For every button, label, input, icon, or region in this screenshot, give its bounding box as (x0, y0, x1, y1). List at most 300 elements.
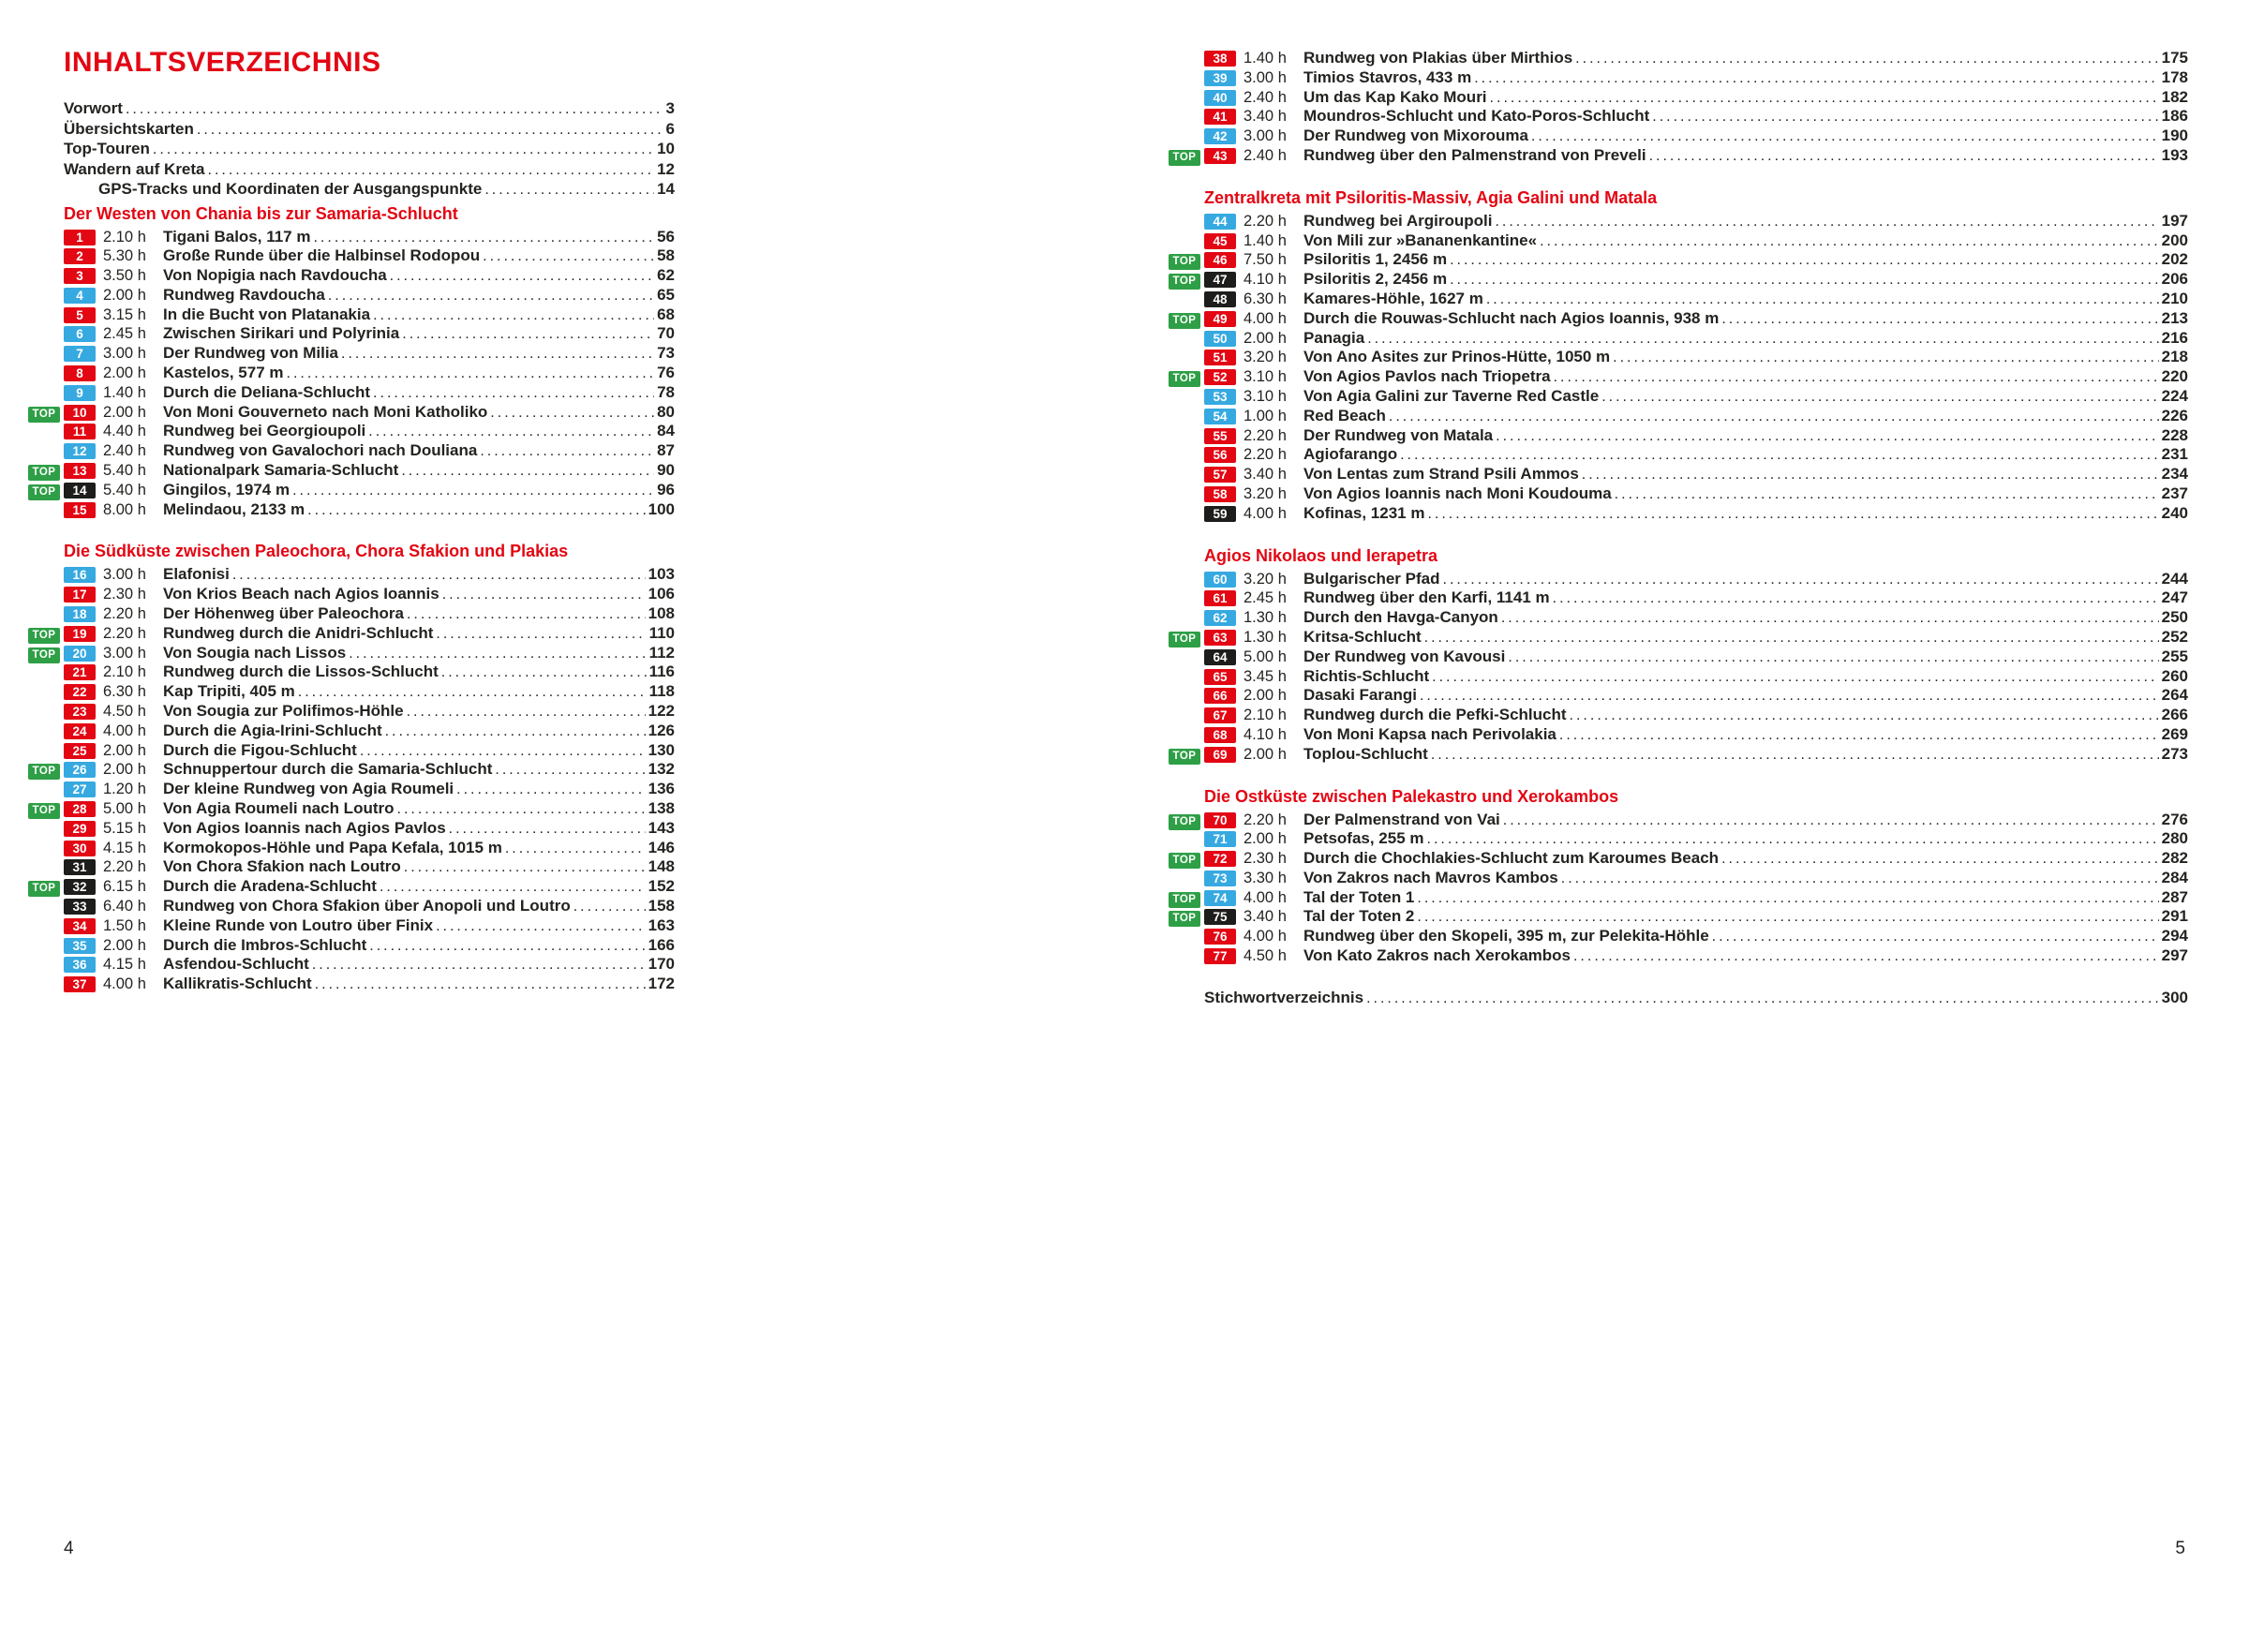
dot-leader (1554, 367, 2159, 386)
tour-title: Rundweg bei Argiroupoli (1303, 211, 1493, 230)
dot-leader (1427, 504, 2158, 523)
tour-page-number: 186 (2161, 107, 2188, 126)
top-badge-slot (28, 270, 64, 286)
tour-entry-row (28, 936, 675, 956)
tour-duration: 2.20 h (1244, 212, 1287, 230)
top-badge: TOP (1169, 632, 1200, 647)
dot-leader (1490, 88, 2159, 107)
tour-entry-row (1169, 329, 2188, 349)
tour-page-number: 76 (657, 364, 675, 382)
tour-page-number: 193 (2161, 145, 2188, 164)
tour-duration: 1.30 h (1244, 628, 1287, 646)
top-badge-slot (1169, 333, 1204, 349)
tour-page-number: 280 (2161, 829, 2188, 848)
tour-title: Durch die Figou-Schlucht (163, 740, 357, 759)
top-badge-slot (28, 484, 64, 500)
tour-number-badge: 69 (1204, 747, 1236, 763)
top-badge: TOP (1169, 853, 1200, 869)
tour-title: Kritsa-Schlucht (1303, 627, 1422, 646)
tour-entry-row (28, 403, 675, 423)
front-matter-label: Top-Touren (64, 140, 150, 157)
tour-duration: 5.00 h (1244, 647, 1287, 665)
tour-duration: 2.45 h (1244, 589, 1287, 607)
tour-title: Große Runde über die Halbinsel Rodopou (163, 246, 481, 265)
top-badge-slot (1169, 508, 1204, 524)
tour-duration: 3.20 h (1244, 349, 1287, 366)
tour-number-badge: 29 (64, 821, 96, 837)
top-badge-slot (1169, 235, 1204, 251)
tour-entry-row (1169, 504, 2188, 524)
tour-page-number: 90 (657, 461, 675, 480)
tour-entry-row (1169, 465, 2188, 484)
dot-leader (1424, 628, 2159, 647)
top-badge-slot (28, 569, 64, 585)
dot-leader (1367, 329, 2158, 348)
top-badge-slot (1169, 150, 1204, 166)
tour-title: Von Lentas zum Strand Psili Ammos (1303, 465, 1579, 484)
tour-page-number: 247 (2161, 588, 2188, 607)
dot-leader (480, 441, 654, 460)
top-badge-slot (28, 823, 64, 839)
tour-page-number: 273 (2161, 744, 2188, 763)
tour-page-number: 287 (2161, 887, 2188, 906)
tour-entry-row (1169, 387, 2188, 407)
top-badge-slot (1169, 671, 1204, 687)
top-badge: TOP (1169, 274, 1200, 290)
tour-number-badge: 34 (64, 918, 96, 934)
front-matter-list (64, 99, 675, 201)
dot-leader (1575, 49, 2158, 67)
top-badge-slot (1169, 92, 1204, 108)
tour-duration: 3.10 h (1244, 368, 1287, 386)
top-badge-slot (1169, 274, 1204, 290)
top-badge-slot (28, 588, 64, 604)
tour-entry-row (28, 500, 675, 520)
tour-number-badge: 31 (64, 859, 96, 875)
tour-page-number: 190 (2161, 127, 2188, 145)
dot-leader (484, 180, 654, 199)
tour-page-number: 202 (2161, 250, 2188, 269)
tour-number-badge: 72 (1204, 851, 1236, 867)
dot-leader (407, 604, 646, 623)
tour-number-badge: 49 (1204, 311, 1236, 327)
tour-number-badge: 68 (1204, 727, 1236, 743)
dot-leader (373, 383, 654, 402)
top-badge: TOP (28, 803, 60, 819)
top-badge-slot (28, 387, 64, 403)
dot-leader (1540, 231, 2159, 250)
top-badge-slot (28, 348, 64, 364)
tour-number-badge: 19 (64, 626, 96, 642)
top-badge-slot (28, 745, 64, 761)
tour-duration: 2.00 h (103, 403, 146, 421)
tour-title: Tal der Toten 1 (1303, 887, 1415, 906)
tour-entry-row (1169, 647, 2188, 667)
tour-title: Nationalpark Samaria-Schlucht (163, 461, 399, 480)
top-badge-slot (28, 940, 64, 956)
tour-page-number: 172 (648, 975, 675, 993)
tour-number-badge: 60 (1204, 572, 1236, 588)
tour-page-number: 218 (2161, 348, 2188, 366)
dot-leader (328, 286, 654, 305)
top-badge-slot (1169, 651, 1204, 667)
tour-duration: 3.15 h (103, 305, 146, 323)
tour-duration: 4.00 h (103, 975, 146, 993)
tour-page-number: 294 (2161, 927, 2188, 945)
tour-title: Der Höhenweg über Paleochora (163, 604, 404, 623)
dot-leader (441, 662, 647, 681)
dot-leader (1601, 387, 2158, 406)
tour-page-number: 87 (657, 441, 675, 460)
top-badge-slot (28, 725, 64, 741)
top-badge-slot (1169, 313, 1204, 329)
tour-entry-row (1169, 946, 2188, 966)
dot-leader (397, 799, 646, 818)
front-matter-label: Vorwort (64, 99, 123, 117)
tour-number-badge: 5 (64, 307, 96, 323)
tour-title: Toplou-Schlucht (1303, 744, 1428, 763)
top-badge-slot (1169, 833, 1204, 849)
tour-number-badge: 25 (64, 743, 96, 759)
top-badge-slot (1169, 814, 1204, 830)
tour-page-number: 126 (648, 721, 675, 739)
tour-page-number: 200 (2161, 231, 2188, 249)
tour-duration: 2.00 h (1244, 830, 1287, 848)
top-badge-slot (28, 978, 64, 994)
tour-title: Zwischen Sirikari und Polyrinia (163, 324, 400, 343)
tour-page-number: 276 (2161, 810, 2188, 828)
dot-leader (369, 936, 645, 955)
tour-entry-row (1169, 407, 2188, 426)
tour-title: Durch die Chochlakies-Schlucht zum Karoumes Beach (1303, 849, 1720, 868)
tour-entry-row (28, 344, 675, 364)
tour-duration: 4.00 h (1244, 928, 1287, 945)
tour-page-number: 112 (648, 643, 675, 662)
tour-number-badge: 47 (1204, 272, 1236, 288)
tour-entry-row (1169, 849, 2188, 869)
front-matter-label: Wandern auf Kreta (64, 159, 205, 178)
tour-number-badge: 62 (1204, 610, 1236, 626)
tour-page-number: 297 (2161, 946, 2188, 965)
tour-duration: 1.50 h (103, 916, 146, 934)
dot-leader (360, 741, 646, 760)
dot-leader (490, 403, 654, 422)
tour-entry-row (28, 286, 675, 305)
dot-leader (1420, 686, 2159, 705)
top-badge: TOP (1169, 749, 1200, 765)
top-badge-slot (1169, 892, 1204, 908)
left-sections (28, 204, 675, 994)
tour-entry-row (28, 877, 675, 897)
tour-title: Von Krios Beach nach Agios Ioannis (163, 585, 439, 603)
front-matter-label: GPS-Tracks und Koordinaten der Ausgangspunkte (98, 180, 483, 198)
tour-page-number: 206 (2161, 270, 2188, 289)
top-badge-slot (28, 328, 64, 344)
top-badge: TOP (28, 764, 60, 780)
tour-number-badge: 77 (1204, 948, 1236, 964)
section-heading: Zentralkreta mit Psiloritis-Massiv, Agia Galini und Matala (1204, 187, 1658, 207)
tour-duration: 2.00 h (1244, 745, 1287, 763)
dot-leader (1570, 706, 2159, 724)
top-badge-slot (1169, 911, 1204, 927)
top-badge-slot (28, 764, 64, 780)
tour-entry-row (1169, 907, 2188, 927)
top-badge-slot (28, 920, 64, 936)
top-badge-slot (28, 881, 64, 897)
tour-page-number: 118 (648, 682, 675, 701)
tour-number-badge: 46 (1204, 252, 1236, 268)
dot-leader (1450, 270, 2159, 289)
top-badge-slot (28, 706, 64, 722)
dot-leader (404, 857, 646, 876)
tour-duration: 2.20 h (1244, 811, 1287, 828)
dot-leader (1495, 212, 2158, 231)
top-badge: TOP (28, 881, 60, 897)
tour-title: Panagia (1303, 328, 1365, 347)
tour-number-badge: 50 (1204, 331, 1236, 347)
tour-number-badge: 53 (1204, 389, 1236, 405)
tour-number-badge: 35 (64, 938, 96, 954)
tour-entry-row (28, 644, 675, 663)
section-heading: Agios Nikolaos und Ierapetra (1204, 545, 1438, 565)
tour-entry-row (28, 760, 675, 780)
tour-number-badge: 73 (1204, 871, 1236, 886)
tour-page-number: 237 (2161, 484, 2188, 502)
tour-title: Von Moni Gouverneto nach Moni Katholiko (163, 402, 488, 421)
tour-duration: 3.00 h (103, 566, 146, 584)
tour-title: Von Agia Galini zur Taverne Red Castle (1303, 386, 1600, 405)
tour-number-badge: 26 (64, 762, 96, 778)
entry-list (1169, 811, 2188, 966)
top-badge-slot (28, 290, 64, 305)
dot-leader (1721, 309, 2158, 328)
top-badge-slot (28, 367, 64, 383)
tour-duration: 6.30 h (1244, 290, 1287, 307)
tour-entry-row (28, 324, 675, 344)
tour-number-badge: 20 (64, 646, 96, 662)
tour-entry-row (1169, 270, 2188, 290)
top-badge-slot (28, 425, 64, 441)
tour-title: Von Moni Kapsa nach Perivolakia (1303, 724, 1556, 743)
dot-leader (1531, 127, 2159, 145)
tour-number-badge: 32 (64, 879, 96, 895)
tour-title: Rundweg Ravdoucha (163, 285, 325, 304)
tour-entry-row (1169, 68, 2188, 88)
tour-duration: 4.50 h (1244, 947, 1287, 965)
tour-duration: 3.50 h (103, 267, 146, 285)
tour-title: Der Rundweg von Matala (1303, 425, 1494, 444)
tour-duration: 4.00 h (1244, 504, 1287, 522)
dot-leader (436, 916, 646, 935)
tour-duration: 5.30 h (103, 247, 146, 265)
tour-title: Gingilos, 1974 m (163, 480, 290, 499)
dot-leader (315, 975, 646, 993)
tour-page-number: 291 (2161, 907, 2188, 926)
top-badge-slot (1169, 391, 1204, 407)
tour-entry-row (28, 565, 675, 585)
dot-leader (1450, 250, 2159, 269)
tour-number-badge: 52 (1204, 369, 1236, 385)
top-badge-slot (28, 861, 64, 877)
tour-duration: 1.40 h (1244, 231, 1287, 249)
tour-page-number: 108 (648, 604, 675, 623)
top-badge: TOP (1169, 313, 1200, 329)
tour-entry-row (28, 897, 675, 916)
tour-number-badge: 3 (64, 268, 96, 284)
dot-leader (1474, 68, 2158, 87)
tour-duration: 5.40 h (103, 481, 146, 499)
tour-title: Richtis-Schlucht (1303, 666, 1430, 685)
top-badge-slot (28, 900, 64, 916)
tour-duration: 3.00 h (103, 345, 146, 363)
tour-duration: 6.40 h (103, 898, 146, 915)
tour-number-badge: 44 (1204, 214, 1236, 230)
tour-entry-row (1169, 869, 2188, 888)
tour-page-number: 96 (657, 480, 675, 499)
tour-entry-row (1169, 146, 2188, 166)
tour-entry-row (28, 461, 675, 481)
tour-duration: 2.10 h (103, 228, 146, 246)
tour-entry-row (28, 604, 675, 624)
tour-page-number: 106 (648, 585, 675, 603)
tour-duration: 3.40 h (1244, 908, 1287, 926)
top-badge-slot (28, 686, 64, 702)
top-badge-slot (1169, 872, 1204, 888)
top-badge-slot (1169, 930, 1204, 946)
tour-entry-row (1169, 686, 2188, 706)
tour-title: Psiloritis 1, 2456 m (1303, 250, 1448, 269)
dot-leader (1652, 107, 2158, 126)
tour-entry-row (28, 857, 675, 877)
top-badge: TOP (1169, 911, 1200, 927)
tour-number-badge: 4 (64, 288, 96, 304)
tour-duration: 5.15 h (103, 819, 146, 837)
tour-page-number: 170 (648, 955, 675, 974)
tour-entry-row (1169, 570, 2188, 589)
front-matter-item (64, 160, 675, 181)
dot-leader (456, 780, 645, 798)
top-badge-slot (1169, 410, 1204, 426)
dot-leader (307, 500, 645, 519)
entry-list (28, 565, 675, 994)
dot-leader (208, 160, 655, 179)
tour-number-badge: 67 (1204, 707, 1236, 723)
dot-leader (1553, 588, 2159, 607)
tour-title: Elafonisi (163, 565, 230, 584)
top-badge-slot (1169, 729, 1204, 745)
tour-duration: 2.20 h (103, 624, 146, 642)
top-badge-slot (28, 783, 64, 799)
tour-number-badge: 13 (64, 463, 96, 479)
tour-entry-row (1169, 107, 2188, 127)
tour-title: Moundros-Schlucht und Kato-Poros-Schlucht (1303, 107, 1650, 126)
top-badge-slot (1169, 573, 1204, 589)
tour-title: Durch die Imbros-Schlucht (163, 935, 367, 954)
tour-duration: 3.45 h (1244, 667, 1287, 685)
tour-duration: 2.20 h (103, 858, 146, 876)
top-badge-slot (1169, 430, 1204, 446)
tour-page-number: 224 (2161, 386, 2188, 405)
tour-page-number: 210 (2161, 289, 2188, 307)
top-badge-slot (1169, 130, 1204, 146)
front-matter-item (64, 99, 675, 120)
tour-page-number: 175 (2161, 49, 2188, 67)
tour-page-number: 138 (648, 799, 675, 818)
top-badge-slot (1169, 950, 1204, 966)
front-matter-page-number: 3 (665, 99, 675, 117)
tour-duration: 2.45 h (103, 325, 146, 343)
top-badge-slot (28, 608, 64, 624)
tour-page-number: 216 (2161, 328, 2188, 347)
tour-title: Rundweg über den Skopeli, 395 m, zur Pelekita-Höhle (1303, 927, 1709, 945)
tour-number-badge: 23 (64, 704, 96, 720)
top-badge-slot (1169, 449, 1204, 465)
tour-duration: 1.30 h (1244, 609, 1287, 627)
tour-duration: 3.40 h (1244, 466, 1287, 484)
top-badge: TOP (28, 407, 60, 423)
tour-page-number: 122 (648, 702, 675, 721)
tour-page-number: 240 (2161, 503, 2188, 522)
tour-title: In die Bucht von Platanakia (163, 305, 371, 323)
dot-leader (232, 565, 646, 584)
top-badge-slot (28, 407, 64, 423)
dot-leader (287, 364, 655, 382)
tour-entry-row (1169, 426, 2188, 446)
tour-duration: 1.40 h (103, 383, 146, 401)
tour-duration: 2.20 h (103, 605, 146, 623)
top-badge-slot (1169, 690, 1204, 706)
tour-page-number: 220 (2161, 367, 2188, 386)
top-badge: TOP (28, 484, 60, 500)
tour-page-number: 84 (657, 422, 675, 440)
tour-entry-row (28, 839, 675, 858)
tour-number-badge: 12 (64, 443, 96, 459)
dot-leader (442, 585, 646, 603)
tour-title: Kallikratis-Schlucht (163, 975, 312, 993)
dot-leader (1432, 667, 2159, 686)
tour-title: Von Mili zur »Bananenkantine« (1303, 231, 1538, 249)
tour-title: Rundweg von Chora Sfakion über Anopoli und Loutro (163, 897, 571, 915)
front-matter-page-number: 10 (657, 140, 675, 157)
top-badge: TOP (1169, 892, 1200, 908)
tour-page-number: 255 (2161, 647, 2188, 665)
tour-number-badge: 58 (1204, 486, 1236, 502)
tour-duration: 2.10 h (1244, 707, 1287, 724)
dot-leader (1389, 407, 2159, 425)
tour-title: Rundweg von Plakias über Mirthios (1303, 49, 1573, 67)
index-entry-label: Stichwortverzeichnis (1204, 988, 1364, 1006)
tour-number-badge: 18 (64, 606, 96, 622)
tour-entry-row (28, 741, 675, 761)
tour-number-badge: 41 (1204, 109, 1236, 125)
tour-page-number: 228 (2161, 425, 2188, 444)
dot-leader (1508, 647, 2158, 666)
front-matter-page-number: 6 (665, 119, 675, 138)
tour-entry-row (1169, 588, 2188, 608)
tour-duration: 3.00 h (103, 644, 146, 662)
tour-page-number: 266 (2161, 706, 2188, 724)
tour-duration: 3.00 h (1244, 127, 1287, 145)
dot-leader (385, 722, 646, 740)
tour-page-number: 264 (2161, 686, 2188, 705)
tour-number-badge: 43 (1204, 148, 1236, 164)
tour-entry-row (1169, 250, 2188, 270)
tour-duration: 2.00 h (1244, 329, 1287, 347)
dot-leader (1366, 989, 2159, 1007)
tour-duration: 3.40 h (1244, 108, 1287, 126)
dot-leader (401, 461, 654, 480)
tour-entry-row (1169, 484, 2188, 504)
